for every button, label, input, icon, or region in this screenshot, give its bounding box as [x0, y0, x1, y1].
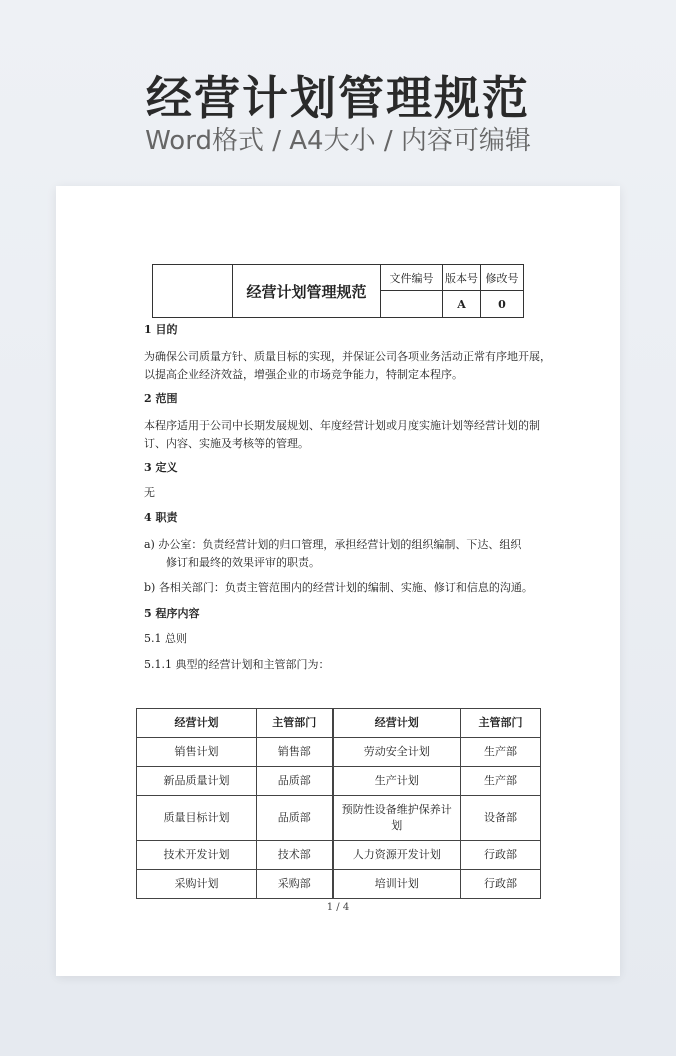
- table-cell: 生产部: [461, 738, 541, 767]
- section-2-text: 本程序适用于公司中长期发展规划、年度经营计划或月度实施计划等经营计划的制: [144, 419, 540, 432]
- table-cell: 生产部: [461, 767, 541, 796]
- col-header: 主管部门: [461, 709, 541, 738]
- table-cell: 采购部: [257, 870, 333, 899]
- section-5-1-1: 5.1.1 典型的经营计划和主管部门为：: [144, 658, 330, 671]
- section-3-text: 无: [144, 486, 155, 499]
- plan-table: [136, 708, 541, 899]
- table-cell: 行政部: [461, 870, 541, 899]
- col-header: 主管部门: [257, 709, 333, 738]
- doc-no-value: [381, 291, 443, 317]
- table-row: [137, 796, 541, 841]
- table-row: [137, 841, 541, 870]
- section-4-item-a-cont: 修订和最终的效果评审的职责。: [166, 556, 320, 569]
- table-header-row: [137, 709, 541, 738]
- table-cell: 技术部: [257, 841, 333, 870]
- section-4-item-b: b) 各相关部门：负责主管范围内的经营计划的编制、实施、修订和信息的沟通。: [144, 581, 533, 594]
- banner-title: 经营计划管理规范: [146, 71, 530, 125]
- table-cell: 设备部: [461, 796, 541, 841]
- version-label: 版本号: [443, 265, 481, 291]
- section-3-heading: 3 定义: [144, 461, 178, 474]
- table-cell: 预防性设备维护保养计划: [333, 796, 461, 841]
- table-cell: 生产计划: [333, 767, 461, 796]
- document-page: [56, 186, 620, 976]
- section-5-1: 5.1 总则: [144, 632, 187, 645]
- section-1-heading: 1 目的: [144, 323, 178, 336]
- revision-label: 修改号: [481, 265, 523, 291]
- table-row: [137, 738, 541, 767]
- table-cell: 销售部: [257, 738, 333, 767]
- section-4-item-a: a) 办公室：负责经营计划的归口管理，承担经营计划的组织编制、下达、组织: [144, 538, 522, 551]
- section-1-text: 以提高企业经济效益，增强企业的市场竞争能力，特制定本程序。: [144, 368, 463, 381]
- table-cell: 质量目标计划: [137, 796, 257, 841]
- table-cell: 新品质量计划: [137, 767, 257, 796]
- banner-subtitle: Word格式 / A4大小 / 内容可编辑: [145, 126, 531, 156]
- table-cell: 培训计划: [333, 870, 461, 899]
- revision-value: 0: [498, 297, 506, 311]
- col-header: 经营计划: [333, 709, 461, 738]
- table-cell: 技术开发计划: [137, 841, 257, 870]
- section-5-heading: 5 程序内容: [144, 607, 200, 620]
- doc-no-label: 文件编号: [381, 265, 443, 291]
- table-cell: 劳动安全计划: [333, 738, 461, 767]
- table-cell: 品质部: [257, 767, 333, 796]
- document-header-table: [152, 264, 524, 318]
- table-cell: 品质部: [257, 796, 333, 841]
- table-row: [137, 767, 541, 796]
- version-value: A: [443, 291, 481, 317]
- section-2-text: 订、内容、实施及考核等的管理。: [144, 437, 309, 450]
- col-header: 经营计划: [137, 709, 257, 738]
- section-4-heading: 4 职责: [144, 511, 178, 524]
- table-cell: 采购计划: [137, 870, 257, 899]
- logo-cell: [153, 265, 233, 317]
- section-1-text: 为确保公司质量方针、质量目标的实现，并保证公司各项业务活动正常有序地开展，: [144, 350, 551, 363]
- table-cell: 行政部: [461, 841, 541, 870]
- table-cell: 销售计划: [137, 738, 257, 767]
- table-row: [137, 870, 541, 899]
- doc-title: 经营计划管理规范: [233, 265, 381, 317]
- table-cell: 人力资源开发计划: [333, 841, 461, 870]
- section-2-heading: 2 范围: [144, 392, 178, 405]
- page-number: 1 / 4: [326, 902, 350, 913]
